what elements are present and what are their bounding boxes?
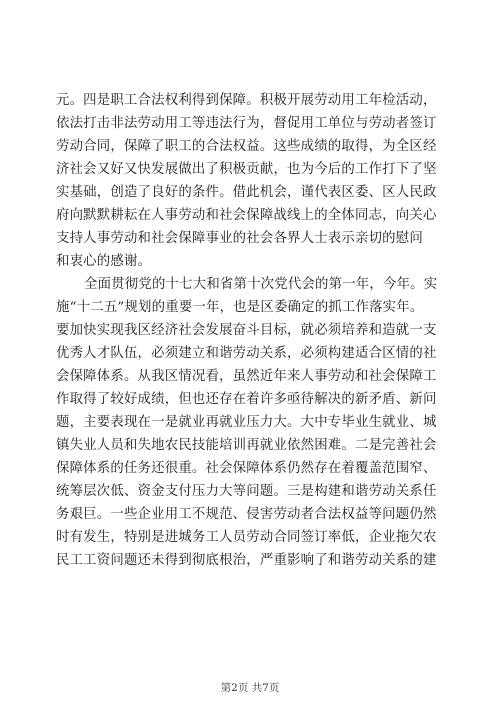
text-line: 支持人事劳动和社会保障事业的社会各界人士表示亲切的慰问	[56, 231, 423, 246]
text-line: 依法打击非法劳动用工等违法行为，督促用工单位与劳动者签订	[56, 116, 437, 131]
paragraph-2	[56, 273, 448, 572]
text-line: 全面贯彻党的十七大和省第十次党代会的第一年，今年。实	[84, 277, 438, 292]
text-line: 镇失业人员和失地农民技能培训再就业依然困难。二是完善社会	[56, 438, 437, 453]
document-body	[56, 89, 448, 572]
text-line: 保障体系的任务还很重。社会保障体系仍然存在着覆盖范围窄、	[56, 461, 437, 476]
text-line: 劳动合同，保障了职工的合法权益。这些成绩的取得，为全区经	[56, 139, 437, 154]
text-line: 民工工资问题还未得到彻底根治，严重影响了和谐劳动关系的建	[56, 553, 437, 568]
page-footer: 第2页 共7页	[220, 682, 280, 694]
text-line: 题，主要表现在一是就业再就业压力大。大中专毕业生就业、城	[56, 415, 437, 430]
text-line: 要加快实现我区经济社会发展奋斗目标，就必须培养和造就一支	[56, 323, 437, 338]
text-line: 元。四是职工合法权利得到保障。积极开展劳动用工年检活动，	[56, 93, 437, 108]
text-line: 施“十二五”规划的重要一年，也是区委确定的抓工作落实年。	[56, 300, 424, 315]
text-line: 和衷心的感谢。	[56, 254, 152, 269]
text-line: 府向默默耕耘在人事劳动和社会保障战线上的全体同志，向关心	[56, 208, 437, 223]
text-line: 会保障体系。从我区情况看，虽然近年来人事劳动和社会保障工	[56, 369, 437, 384]
text-line: 时有发生，特别是进城务工人员劳动合同签订率低，企业拖欠农	[56, 530, 437, 545]
text-line: 优秀人才队伍，必须建立和谐劳动关系，必须构建适合区情的社	[56, 346, 437, 361]
text-line: 济社会又好又快发展做出了积极贡献，也为今后的工作打下了坚	[56, 162, 437, 177]
text-line: 实基础，创造了良好的条件。借此机会，谨代表区委、区人民政	[56, 185, 437, 200]
text-line: 统筹层次低、资金支付压力大等问题。三是构建和谐劳动关系任	[56, 484, 437, 499]
paragraph-1	[56, 89, 448, 273]
text-line: 务艰巨。一些企业用工不规范、侵害劳动者合法权益等问题仍然	[56, 507, 437, 522]
text-line: 作取得了较好成绩，但也还存在着许多亟待解决的新矛盾、新问	[56, 392, 437, 407]
